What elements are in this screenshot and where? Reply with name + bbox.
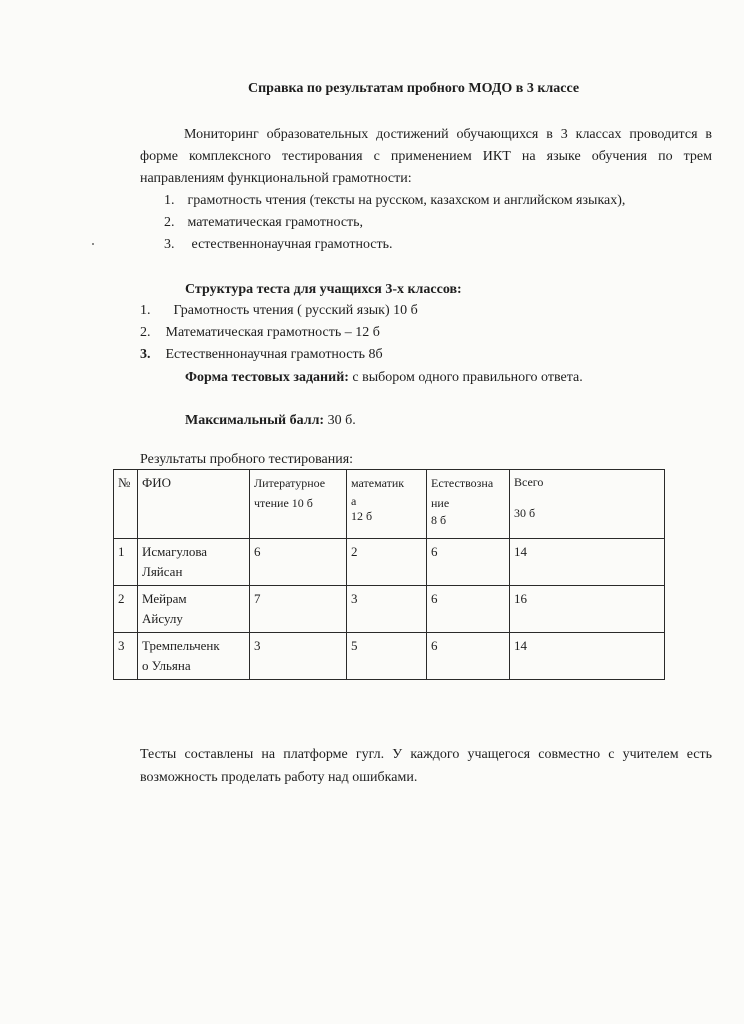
closing-paragraph: Тесты составлены на платформе гугл. У каждого учащегося совместно с учителем есть возможность проделать работу над ошибками. [140, 747, 712, 785]
table-header-row [114, 470, 665, 539]
cell-science: 6 [427, 539, 510, 586]
name-line: Мейрам [142, 591, 187, 606]
direction-item [164, 237, 393, 253]
form-line [185, 370, 583, 386]
list-number: 3. [140, 347, 151, 362]
cell-num: 2 [114, 586, 138, 633]
cell-total: 14 [510, 539, 665, 586]
list-text: Естественнонаучная грамотность 8б [165, 347, 383, 362]
form-value: с выбором одного правильного ответа. [352, 370, 583, 385]
header-science [427, 470, 510, 539]
list-number: 3. [164, 237, 175, 252]
header-text: 8 б [431, 513, 447, 527]
header-total [510, 470, 665, 539]
results-caption: Результаты пробного тестирования: [140, 452, 354, 467]
form-label: Форма тестовых заданий: [185, 370, 349, 385]
structure-item [140, 325, 380, 341]
structure-heading: Структура теста для учащихся 3-х классов: [185, 282, 462, 297]
header-text: Всего [514, 475, 544, 489]
scan-speck [92, 243, 94, 245]
list-number: 1. [164, 193, 175, 208]
direction-item [164, 215, 363, 231]
cell-science: 6 [427, 586, 510, 633]
cell-name [138, 586, 250, 633]
header-text: 30 б [514, 506, 536, 520]
max-score-label: Максимальный балл: [185, 413, 325, 428]
name-line: о Ульяна [142, 658, 191, 673]
structure-item [140, 347, 383, 363]
header-text: чтение 10 б [254, 496, 313, 510]
cell-math: 2 [347, 539, 427, 586]
cell-math: 5 [347, 633, 427, 680]
direction-item [164, 193, 625, 209]
cell-num: 1 [114, 539, 138, 586]
table-row [114, 539, 665, 586]
list-text: Математическая грамотность – 12 б [165, 325, 380, 340]
list-text: Грамотность чтения ( русский язык) 10 б [173, 303, 418, 318]
document-title: Справка по результатам пробного МОДО в 3 классе [248, 81, 580, 96]
cell-math: 3 [347, 586, 427, 633]
cell-literature: 6 [250, 539, 347, 586]
cell-science: 6 [427, 633, 510, 680]
cell-num: 3 [114, 633, 138, 680]
cell-literature: 3 [250, 633, 347, 680]
list-text: математическая грамотность, [187, 215, 364, 230]
cell-total: 14 [510, 633, 665, 680]
table-row [114, 633, 665, 680]
name-line: Тремпельченк [142, 638, 220, 653]
name-line: Айсулу [142, 611, 183, 626]
cell-literature: 7 [250, 586, 347, 633]
list-text: грамотность чтения (тексты на русском, казахском и английском языках), [187, 193, 626, 208]
header-name: ФИО [138, 470, 250, 539]
header-text: а [351, 494, 357, 508]
header-literature [250, 470, 347, 539]
cell-total: 16 [510, 586, 665, 633]
results-table [113, 469, 665, 680]
name-line: Исмагулова [142, 544, 208, 559]
header-text: Естествозна [431, 476, 494, 490]
list-number: 2. [140, 325, 151, 340]
header-num: № [114, 470, 138, 539]
list-number: 2. [164, 215, 175, 230]
header-text: математик [351, 476, 405, 490]
cell-name [138, 539, 250, 586]
intro-paragraph: Мониторинг образовательных достижений обучающихся в 3 классах проводится в форме комплексного тестирования с применением ИКТ на языке обучения по трем направлениям функциональной грамотности: [140, 127, 712, 186]
name-line: Ляйсан [142, 564, 183, 579]
table-row [114, 586, 665, 633]
structure-item [140, 303, 418, 319]
max-score-line [185, 413, 356, 429]
header-text: ние [431, 496, 450, 510]
list-number: 1. [140, 303, 151, 318]
header-text: Литературное [254, 476, 326, 490]
cell-name [138, 633, 250, 680]
header-math [347, 470, 427, 539]
list-text: естественнонаучная грамотность. [191, 237, 393, 252]
header-text: 12 б [351, 509, 373, 523]
max-score-value: 30 б. [327, 413, 356, 428]
